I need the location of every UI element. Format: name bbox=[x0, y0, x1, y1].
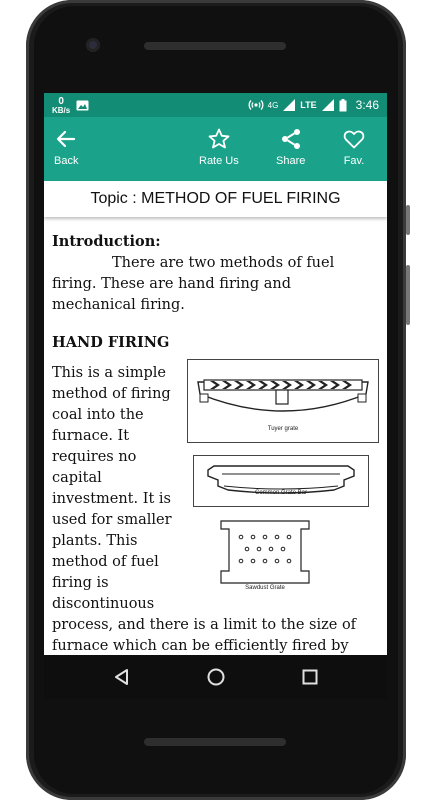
intro-paragraph: There are two methods of fuel firing. These are hand firing and mechanical firing. bbox=[52, 255, 335, 313]
tuyer-grate-label: Tuyer grate bbox=[267, 426, 299, 432]
nav-back-icon[interactable] bbox=[110, 665, 134, 689]
front-camera bbox=[86, 38, 100, 52]
share-icon bbox=[279, 127, 303, 151]
battery-icon bbox=[339, 99, 347, 112]
rate-us-label: Rate Us bbox=[199, 155, 239, 167]
share-label: Share bbox=[276, 155, 306, 167]
arrow-left-icon bbox=[54, 127, 78, 151]
intro-heading-text: Introduction: bbox=[52, 233, 161, 250]
grate-figures bbox=[187, 359, 379, 601]
share-button[interactable] bbox=[276, 127, 305, 167]
intro-heading bbox=[52, 231, 379, 253]
network-speed-value: 0 bbox=[58, 95, 64, 107]
power-button bbox=[406, 265, 410, 325]
star-icon bbox=[207, 127, 231, 151]
rate-us-button[interactable] bbox=[199, 127, 239, 167]
system-nav-bar bbox=[44, 655, 387, 699]
hand-firing-paragraph: This is a simple method of firing coal into the furnace. It requires no capital investment. It is used for smaller plants. This method of fuel firing is discontinuous process, and there is a limit to the size of furnace which can be efficiently fired by bbox=[52, 365, 357, 654]
common-grate-label: Common Grate Bar bbox=[254, 490, 308, 496]
favorite-button[interactable] bbox=[342, 127, 366, 167]
tuyer-grate-figure bbox=[187, 359, 379, 443]
favorite-label: Fav. bbox=[343, 155, 365, 167]
earpiece-speaker bbox=[144, 42, 286, 50]
heart-icon bbox=[342, 127, 366, 151]
volume-button bbox=[406, 205, 410, 235]
article-body[interactable] bbox=[44, 217, 387, 699]
sawdust-grate-label: Sawdust Grate bbox=[245, 585, 285, 591]
back-label: Back bbox=[54, 155, 79, 167]
common-grate-figure bbox=[193, 455, 369, 507]
app-screen bbox=[44, 93, 387, 655]
hand-firing-heading: HAND FIRING bbox=[52, 334, 170, 351]
hotspot-icon bbox=[249, 99, 263, 111]
back-button[interactable] bbox=[54, 127, 78, 167]
network-type-label: 4G bbox=[267, 100, 279, 110]
signal-icon bbox=[283, 99, 295, 111]
status-bar bbox=[44, 93, 387, 117]
network-speed-unit: KB/s bbox=[52, 105, 71, 115]
lte-label: LTE bbox=[300, 100, 317, 110]
topic-title: Topic : METHOD OF FUEL FIRING bbox=[44, 181, 387, 217]
bottom-speaker bbox=[144, 738, 286, 746]
sawdust-grate-figure bbox=[217, 517, 313, 601]
clock: 3:46 bbox=[355, 98, 379, 112]
signal-icon-2 bbox=[322, 99, 334, 111]
nav-home-icon[interactable] bbox=[204, 665, 228, 689]
network-speed bbox=[52, 97, 70, 114]
image-notification-icon bbox=[76, 100, 89, 111]
app-toolbar bbox=[44, 117, 387, 181]
nav-recents-icon[interactable] bbox=[298, 665, 322, 689]
